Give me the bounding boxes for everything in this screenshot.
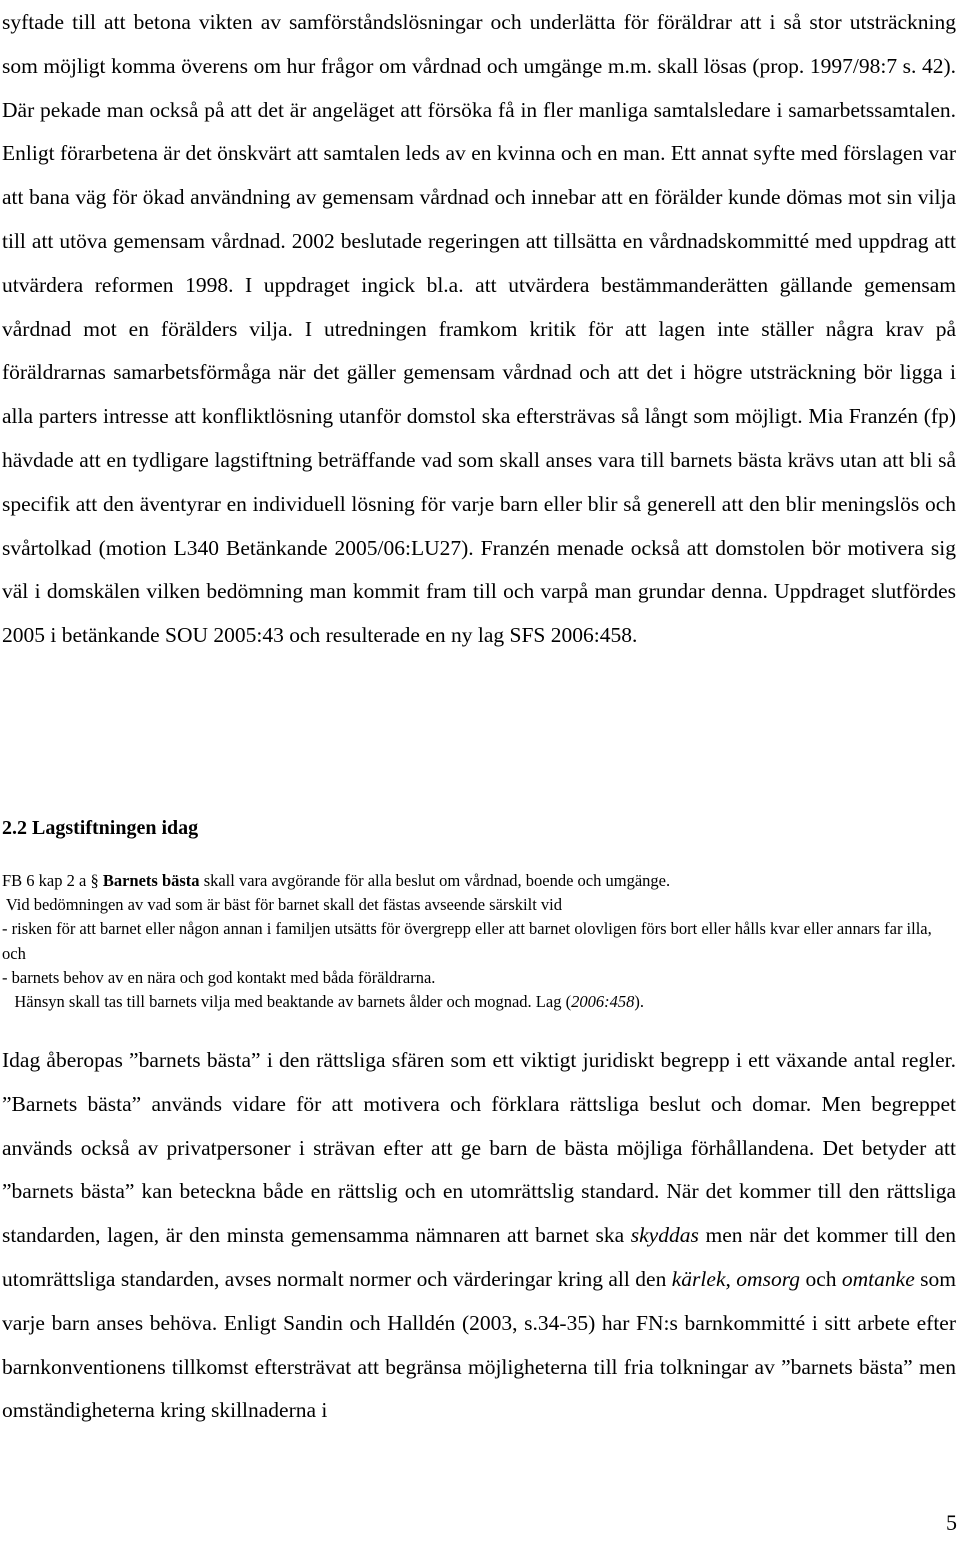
law-line-3: - risken för att barnet eller någon annan i familjen utsätts för övergrepp eller att barnet olovligen förs bort eller hålls kvar eller annars far illa, och — [2, 919, 932, 963]
law-sfs-number: 2006:458 — [571, 992, 635, 1012]
law-quote-block — [2, 869, 942, 1014]
law-ref: FB 6 kap 2 a § — [2, 871, 103, 890]
law-line-1-rest: skall vara avgörande för alla beslut om vårdnad, boende och umgänge. — [199, 871, 671, 890]
law-bold-term: Barnets bästa — [102, 871, 200, 890]
law-line-5-text: Hänsyn skall tas till barnets vilja med beaktande av barnets ålder och mognad. Lag ( — [2, 992, 572, 1012]
paragraph-text: , — [725, 1266, 737, 1291]
italic-term: omtanke — [841, 1266, 915, 1291]
italic-term: omsorg — [736, 1266, 801, 1291]
body-paragraph-2 — [2, 1039, 956, 1433]
law-line-4: - barnets behov av en nära och god kontakt med båda föräldrarna. — [2, 967, 436, 987]
italic-term: skyddas — [630, 1223, 699, 1248]
paragraph-text: men när det kommer till den utomrättsliga standarden, avses normalt normer och värderingar kring all den — [2, 1223, 956, 1291]
paragraph-text: som varje barn anses behöva. Enligt Sandin och Halldén (2003, s.34-35) har FN:s barnkommitté i sitt arbete efter barnkonventionens tillkomst eftersträvat att begränsa möjligheterna till fria tolkningar av ”barnets bästa” men omständigheterna kring skillnaderna i — [2, 1266, 957, 1423]
law-line-1 — [2, 869, 942, 893]
paragraph-text: syftade till att betona vikten av samförståndslösningar och underlätta för föräldrar att i så stor utsträckning som möjligt komma överens om hur frågor om vårdnad och umgänge m.m. skall lösas (prop. 1997/98:7 s. 42). Där pekade man också på att det är angeläget att försöka få in fler manliga samtalsledare i samarbetssamtalen. Enligt förarbetena är det önskvärt att samtalen leds av en kvinna och en man. Ett annat syfte med förslagen var att bana väg för ökad användning av gemensam vårdnad och innebar att en förälder kunde dömas mot sin vilja till att utöva gemensam vårdnad. 2002 beslutade regeringen att tillsätta en vårdnadskommitté med uppdrag att utvärdera reformen 1998. I uppdraget ingick bl.a. att utvärdera bestämmanderätten gällande gemensam vårdnad mot en förälders vilja. I utredningen framkom kritik för att lagen inte ställer några krav på föräldrarnas samarbetsförmåga när det gäller gemensam vårdnad och att det i högre utsträckning bör ligga i alla parters intresse att konfliktlösning utanför domstol ska eftersträvas så långt som möjligt. Mia Franzén (fp) hävdade att en tydligare lagstiftning beträffande vad som skall anses vara till barnets bästa krävs utan att bli så specifik att den äventyrar en individuell lösning för varje barn eller blir så generell att den blir meningslös och svårtolkad (motion L340 Betänkande 2005/06:LU27). Franzén menade också att domstolen bör motivera sig väl i domskälen vilken bedömning man kommit fram till och varpå man grundar denna. Uppdraget slutfördes 2005 i betänkande SOU 2005:43 och resulterade en ny lag SFS 2006:458. — [2, 10, 956, 648]
paragraph-text: och — [800, 1266, 842, 1291]
page-number: 5 — [946, 1510, 957, 1535]
law-line-5 — [2, 990, 942, 1014]
section-heading: 2.2 Lagstiftningen idag — [2, 817, 199, 839]
law-line-5-end: ). — [634, 992, 644, 1012]
body-paragraph-1 — [2, 1, 956, 658]
italic-term: kärlek — [671, 1266, 726, 1291]
law-line-2: Vid bedömningen av vad som är bäst för barnet skall det fästas avseende särskilt vid — [2, 895, 563, 915]
paragraph-text: Idag åberopas ”barnets bästa” i den rättsliga sfären som ett viktigt juridiskt begrepp i ett växande antal regler. ”Barnets bästa” används vidare för att motivera och förklara rättsliga beslut och domar. Men begreppet används också av privatpersoner i strävan efter att ge barn de bästa möjliga förhållandena. Det betyder att ”barnets bästa” kan beteckna både en rättslig och en utomrättslig standard. När det kommer till den rättsliga standarden, lagen, är den minsta gemensamma nämnaren att barnet ska — [2, 1048, 956, 1248]
